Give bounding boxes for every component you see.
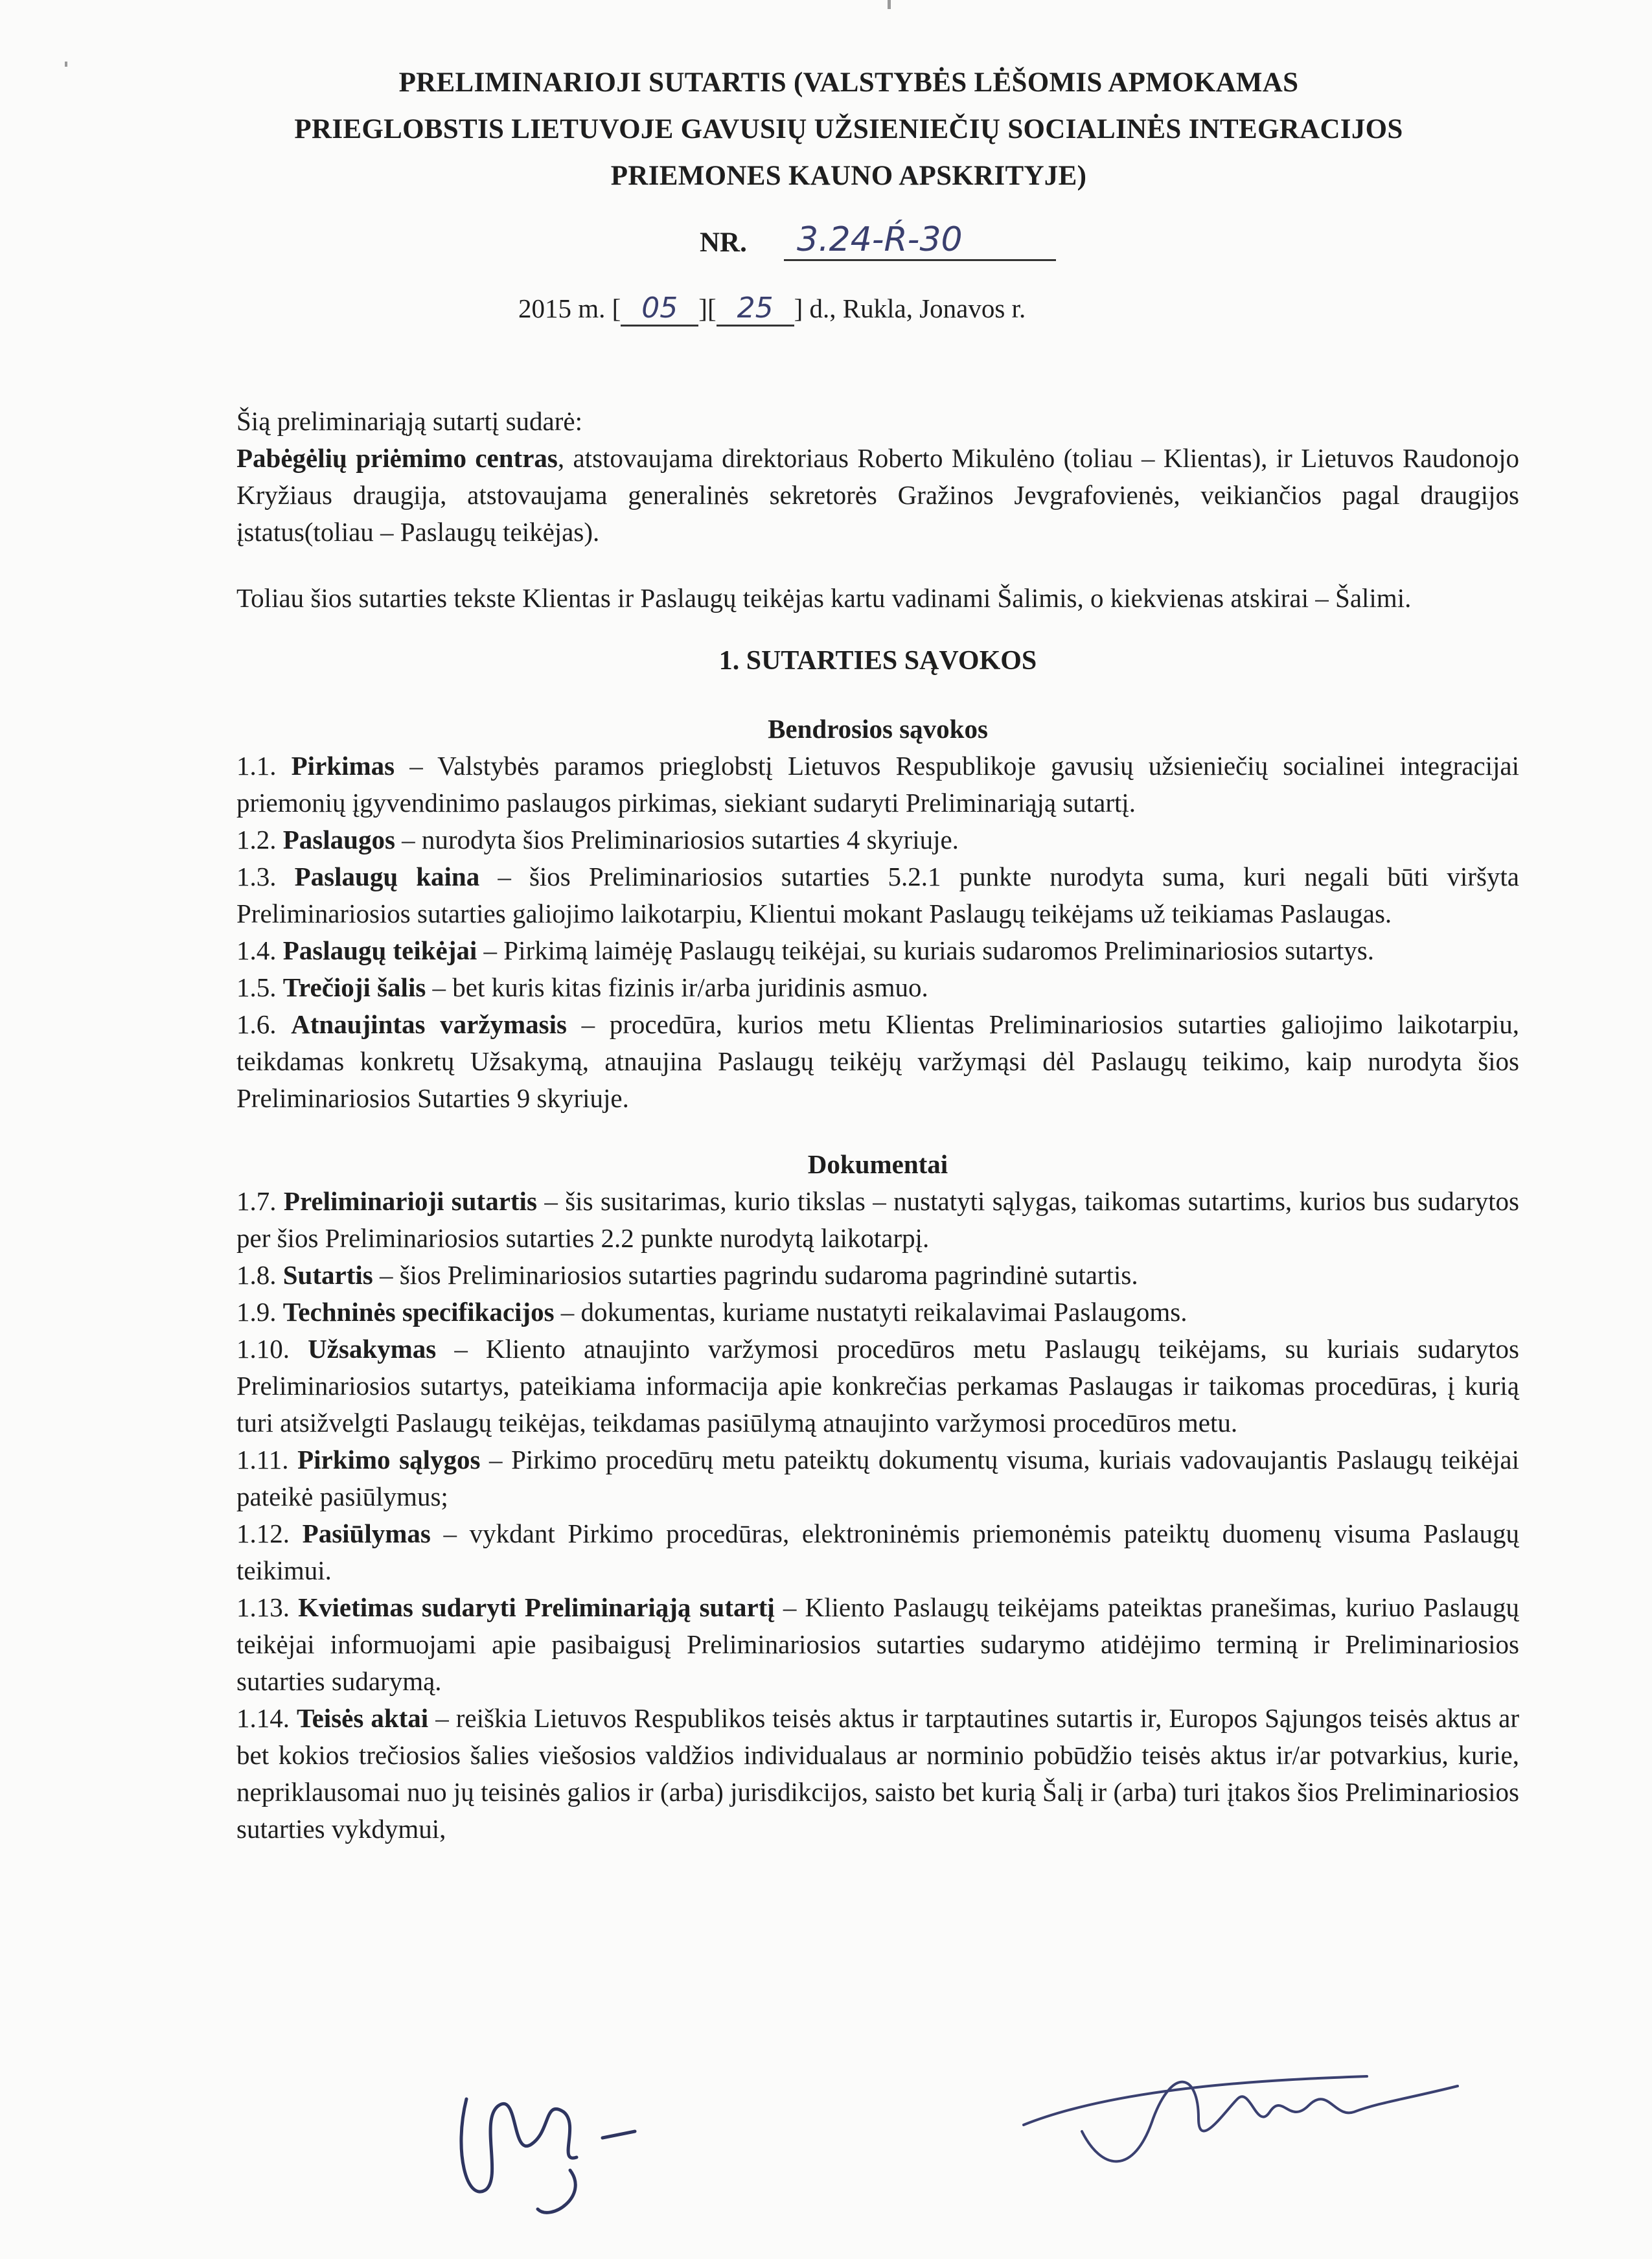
definition-term: Teisės aktai bbox=[297, 1703, 429, 1733]
documents-heading: Dokumentai bbox=[807, 1149, 948, 1179]
definition-number: 1.6. bbox=[236, 1009, 277, 1039]
definition-text: – šios Preliminariosios sutarties pagrindu sudaroma pagrindinė sutartis. bbox=[373, 1260, 1138, 1290]
definition-text: – šis susitarimas, kurio tikslas – nustatyti sąlygas, taikomas sutartims, kurios bus sudarytos per šios Preliminariosios sutarties 2.2 punkte nurodytą laikotarpį. bbox=[236, 1186, 1520, 1253]
contract-body bbox=[236, 403, 1519, 1848]
definition-number: 1.11. bbox=[236, 1445, 289, 1474]
definition-item bbox=[236, 1515, 1519, 1589]
definition-item bbox=[236, 1257, 1519, 1294]
scan-artifact bbox=[65, 62, 67, 67]
definition-term: Paslaugų teikėjai bbox=[282, 935, 477, 965]
signature-right bbox=[1004, 2041, 1497, 2190]
parties-text: , atstovaujama direktoriaus Roberto Mikulėno (toliau – Klientas), ir Lietuvos Raudonojo Kryžiaus draugija, atstovaujama generalinės sekretorės Gražinos Jevgrafovienės, veikiančios pagal draugijos įstatus(toliau – Paslaugų teikėjas). bbox=[236, 443, 1519, 547]
date-place-line bbox=[518, 292, 1026, 327]
definition-term: Sutartis bbox=[282, 1260, 373, 1290]
definition-text: – Valstybės paramos prieglobstį Lietuvos Respublikoje gavusių užsieniečių socialinei integracijai priemonių įgyvendinimo paslaugos pirkimas, siekiant sudaryti Preliminariąją sutartį. bbox=[236, 751, 1519, 818]
definition-number: 1.7. bbox=[236, 1186, 277, 1216]
definition-item bbox=[236, 1441, 1519, 1515]
definition-text: – Kliento atnaujinto varžymosi procedūros metu Paslaugų teikėjams, su kuriais sudarytos Preliminariosios sutartys, pateikiama informacija apie konkrečias perkamas Paslaugas ir taikomas procedūras, į kurią turi atsižvelgti Paslaugų teikėjas, teikdamas pasiūlymą atnaujinto varžymosi procedūros metu. bbox=[236, 1334, 1519, 1438]
date-place: ] d., Rukla, Jonavos r. bbox=[794, 293, 1026, 323]
definition-number: 1.10. bbox=[236, 1334, 290, 1364]
definition-number: 1.12. bbox=[236, 1519, 290, 1548]
signature-left bbox=[441, 2060, 654, 2229]
definition-term: Atnaujintas varžymasis bbox=[291, 1009, 567, 1039]
definition-item bbox=[236, 1294, 1519, 1331]
definition-item bbox=[236, 821, 1519, 858]
definition-item bbox=[236, 932, 1519, 969]
title-line-3: PRIEMONES KAUNO APSKRITYJE) bbox=[610, 161, 1087, 191]
definition-item bbox=[236, 1183, 1519, 1257]
definition-item bbox=[236, 1589, 1519, 1700]
section-1-heading: 1. SUTARTIES SĄVOKOS bbox=[718, 646, 1037, 676]
definition-text: – nurodyta šios Preliminariosios sutarties 4 skyriuje. bbox=[395, 825, 959, 854]
definition-term: Paslaugų kaina bbox=[294, 862, 480, 891]
definition-item bbox=[236, 748, 1519, 821]
definition-item bbox=[236, 1006, 1519, 1117]
title-line-1: PRELIMINARIOJI SUTARTIS (VALSTYBĖS LĖŠOMIS APMOKAMAS bbox=[398, 67, 1299, 98]
title-line-2: PRIEGLOBSTIS LIETUVOJE GAVUSIŲ UŽSIENIEČIŲ SOCIALINĖS INTEGRACIJOS bbox=[294, 114, 1403, 144]
definition-number: 1.13. bbox=[236, 1592, 290, 1622]
definition-item bbox=[236, 1331, 1519, 1441]
contract-number-handwritten: 3.24-Ŕ-30 bbox=[784, 220, 1056, 261]
definition-term: Pasiūlymas bbox=[302, 1519, 431, 1548]
definition-term: Kvietimas sudaryti Preliminariąją sutartį bbox=[298, 1592, 775, 1622]
definition-item bbox=[236, 858, 1519, 932]
definition-number: 1.5. bbox=[236, 972, 277, 1002]
definition-term: Preliminarioji sutartis bbox=[283, 1186, 537, 1216]
document-title bbox=[214, 60, 1484, 200]
definition-term: Trečioji šalis bbox=[282, 972, 426, 1002]
definition-term: Paslaugos bbox=[282, 825, 395, 854]
definition-number: 1.9. bbox=[236, 1297, 277, 1327]
parties-intro: Šią preliminariąją sutartį sudarė: bbox=[236, 406, 582, 436]
definition-text: – bet kuris kitas fizinis ir/arba juridinis asmuo. bbox=[426, 972, 928, 1002]
definition-text: – procedūra, kurios metu Klientas Preliminariosios sutarties galiojimo laikotarpiu, teikdamas konkretų Užsakymą, atnaujina Paslaugų teikėjų varžymąsi dėl Paslaugų teikimo, kaip nurodyta šios Preliminariosios Sutarties 9 skyriuje. bbox=[236, 1009, 1519, 1113]
general-concepts-heading: Bendrosios sąvokos bbox=[768, 714, 988, 744]
definition-term: Užsakymas bbox=[308, 1334, 437, 1364]
definition-text: – Pirkimo procedūrų metu pateiktų dokumentų visuma, kuriais vadovaujantis Paslaugų teikėjai pateikė pasiūlymus; bbox=[236, 1445, 1519, 1511]
definition-number: 1.3. bbox=[236, 862, 277, 891]
definition-number: 1.2. bbox=[236, 825, 277, 854]
definition-term: Pirkimas bbox=[291, 751, 395, 781]
definition-term: Techninės specifikacijos bbox=[282, 1297, 555, 1327]
definition-item bbox=[236, 969, 1519, 1006]
contract-number-label: NR. bbox=[700, 227, 747, 258]
definition-text: – Kliento Paslaugų teikėjams pateiktas pranešimas, kuriuo Paslaugų teikėjai informuojami apie pasibaigusį Preliminariosios sutarties sudarymo atidėjimo terminą ir Preliminariosios sutarties sudarymą. bbox=[236, 1592, 1519, 1696]
definition-number: 1.8. bbox=[236, 1260, 277, 1290]
client-name: Pabėgėlių priėmimo centras bbox=[236, 443, 558, 473]
definition-text: – dokumentas, kuriame nustatyti reikalavimai Paslaugoms. bbox=[554, 1297, 1187, 1327]
date-year: 2015 m. [ bbox=[518, 293, 621, 323]
parties-collective-names: Toliau šios sutarties tekste Klientas ir Paslaugų teikėjas kartu vadinami Šalimis, o kiekvienas atskirai – Šalimi. bbox=[236, 583, 1412, 613]
parties-paragraph bbox=[236, 440, 1519, 551]
date-month-handwritten: 05 bbox=[621, 292, 698, 327]
documents-list bbox=[236, 1183, 1519, 1848]
definition-number: 1.4. bbox=[236, 935, 277, 965]
scan-artifact bbox=[888, 0, 891, 9]
date-separator: ][ bbox=[698, 293, 717, 323]
definition-text: – šios Preliminariosios sutarties 5.2.1 punkte nurodyta suma, kuri negali būti viršyta Preliminariosios sutarties galiojimo laikotarpiu, Klientui mokant Paslaugų teikėjams už teikiamas Paslaugas. bbox=[236, 862, 1520, 928]
definition-text: – vykdant Pirkimo procedūras, elektroninėmis priemonėmis pateiktų duomenų visuma Paslaugų teikimui. bbox=[236, 1519, 1520, 1585]
definition-item bbox=[236, 1700, 1519, 1848]
date-day-handwritten: 25 bbox=[717, 292, 794, 327]
definition-text: – reiškia Lietuvos Respublikos teisės aktus ir tarptautines sutartis ir, Europos Sąjungos teisės aktus ar bet kokios trečiosios šalies viešosios valdžios individualaus ar norminio pobūdžio teisės aktus ir/ar potvarkius, kurie, nepriklausomai nuo jų teisinės galios ir (arba) jurisdikcijos, saisto bet kurią Šalį ir (arba) turi įtakos šios Preliminariosios sutarties vykdymui, bbox=[236, 1703, 1519, 1844]
definition-text: – Pirkimą laimėję Paslaugų teikėjai, su kuriais sudaromos Preliminariosios sutartys. bbox=[477, 935, 1374, 965]
definition-number: 1.1. bbox=[236, 751, 277, 781]
definition-term: Pirkimo sąlygos bbox=[297, 1445, 481, 1474]
general-concepts-list bbox=[236, 748, 1519, 1117]
definition-number: 1.14. bbox=[236, 1703, 290, 1733]
